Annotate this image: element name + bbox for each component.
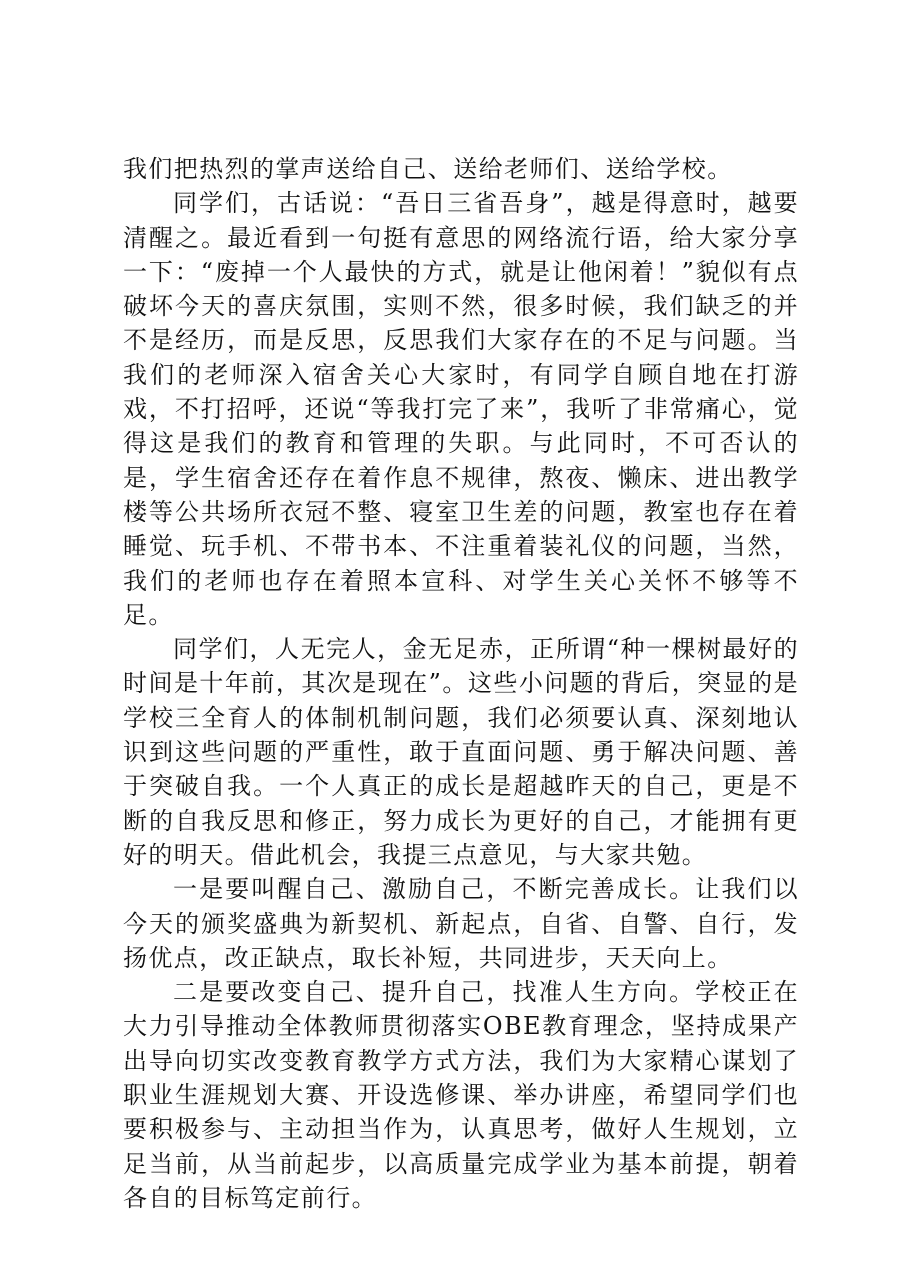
paragraph-2: 同学们，古话说：“吾日三省吾身”，越是得意时，越要清醒之。最近看到一句挺有意思的网络流行语，给大家分享一下：“废掉一个人最快的方式，就是让他闲着！”貌似有点破坏今天的喜庆氛围，实则不然，很多时候，我们缺乏的并不是经历，而是反思，反思我们大家存在的不足与问题。当我们的老师深入宿舍关心大家时，有同学自顾自地在打游戏，不打招呼，还说“等我打完了来”，我听了非常痛心，觉得这是我们的教育和管理的失职。与此同时，不可否认的是，学生宿舍还存在着作息不规律，熬夜、懒床、进出教学楼等公共场所衣冠不整、寝室卫生差的问题，教室也存在着睡觉、玩手机、不带书本、不注重着装礼仪的问题，当然，我们的老师也存在着照本宣科、对学生关心关怀不够等不足。 xyxy=(123,189,799,629)
document-body xyxy=(123,152,799,1215)
paragraph-3: 同学们，人无完人，金无足赤，正所谓“种一棵树最好的时间是十年前，其次是现在”。这些小问题的背后，突显的是学校三全育人的体制机制问题，我们必须要认真、深刻地认识到这些问题的严重性，敢于直面问题、勇于解决问题、善于突破自我。一个人真正的成长是超越昨天的自己，更是不断的自我反思和修正，努力成长为更好的自己，才能拥有更好的明天。借此机会，我提三点意见，与大家共勉。 xyxy=(123,635,799,869)
paragraph-5: 二是要改变自己、提升自己，找准人生方向。学校正在大力引导推动全体教师贯彻落实OBE教育理念，坚持成果产出导向切实改变教育教学方式方法，我们为大家精心谋划了职业生涯规划大赛、开设选修课、举办讲座，希望同学们也要积极参与、主动担当作为，认真思考，做好人生规划，立足当前，从当前起步，以高质量完成学业为基本前提，朝着各自的目标笃定前行。 xyxy=(123,978,799,1212)
paragraph-1: 我们把热烈的掌声送给自己、送给老师们、送给学校。 xyxy=(123,155,733,183)
paragraph-4: 一是要叫醒自己、激励自己，不断完善成长。让我们以今天的颁奖盛典为新契机、新起点，自省、自警、自行，发扬优点，改正缺点，取长补短，共同进步，天天向上。 xyxy=(123,875,799,972)
